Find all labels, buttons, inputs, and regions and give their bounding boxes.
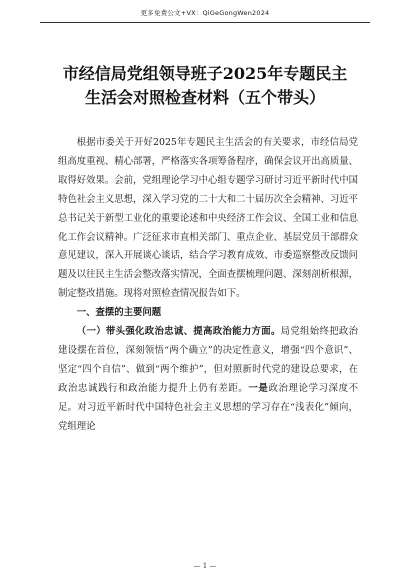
title-line-1: 市经信局党组领导班子2025年专题民主 <box>62 64 348 83</box>
document-body <box>58 134 358 437</box>
page-number: — 1 — <box>193 562 217 570</box>
subsection-label-1: （一）带头强化政治忠诚、提高政治能力方面。 <box>76 326 281 338</box>
page-header: 更多免费公文+VX：QiGeGongWen2024 <box>140 9 270 17</box>
point-text-1: 政治理论学习深度不足。对习近平新时代中国特色社会主义思想的学习存在“浅表化”倾向，党组理论 <box>58 382 358 432</box>
subsection-paragraph-1 <box>58 323 358 436</box>
section-heading-1: 一、查摆的主要问题 <box>76 307 162 319</box>
header-rule <box>40 22 370 23</box>
document-title <box>30 62 380 110</box>
title-line-2: 生活会对照检查材料（五个带头） <box>84 88 325 107</box>
subsection-text-1: 局党组始终把政治建设摆在首位，深刻领悟“两个确立”的决定性意义，增强“四个意识”、坚定“四个自信”、做到“两个维护”，但对照新时代党的建设总要求，在政治忠诚践行和政治能力提升上仍有差距。 <box>58 326 358 394</box>
intro-paragraph: 根据市委关于开好2025年专题民主生活会的有关要求，市经信局党组高度重视、精心部署，严格落实各项筹备程序，确保会议开出高质量、取得好效果。会前，党组理论学习中心组专题学习研讨习近平新时代中国特色社会主义思想，深入学习党的二十大和二十届历次全会精神、习近平总书记关于新型工业化的重要论述和中央经济工作会议、全国工业和信息化工作会议精神。广泛征求市直相关部门、重点企业、基层党员干部群众意见建议，深入开展谈心谈话，结合学习教育成效、市委巡察整改反馈问题及以往民主生活会整改落实情况，全面查摆梳理问题、深刻剖析根源，制定整改措施。现将对照检查情况报告如下。 <box>58 137 359 300</box>
point-label-1: 一是 <box>248 382 269 394</box>
